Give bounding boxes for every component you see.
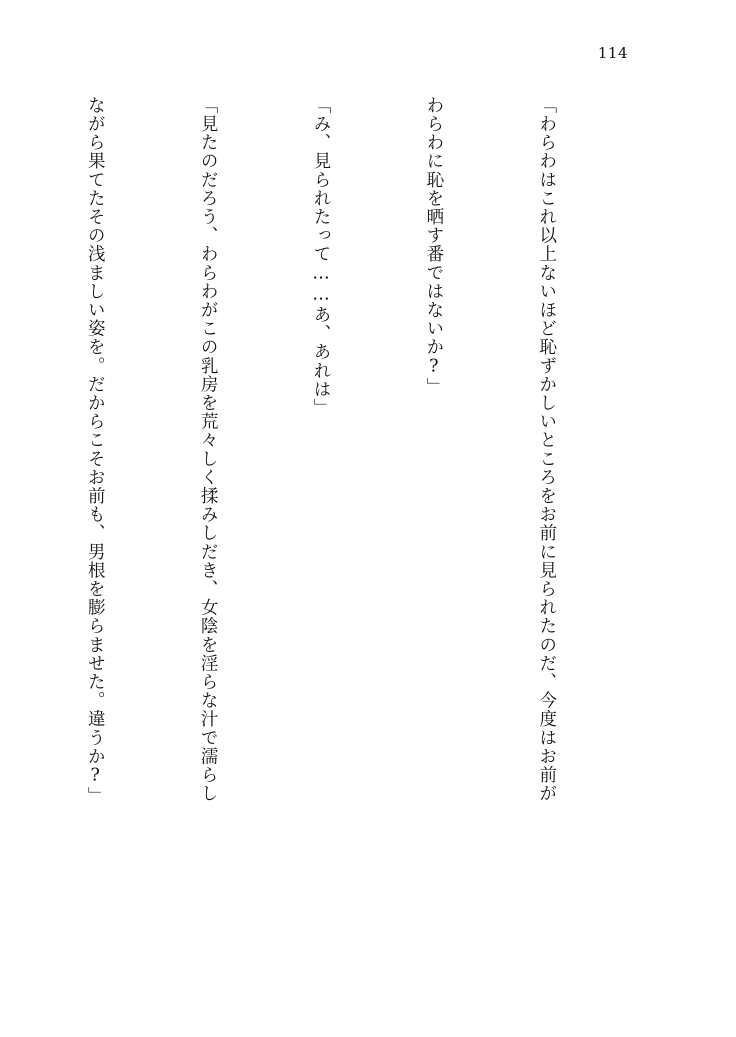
paragraph: ながら果てたその浅ましい姿を。だからこそお前も、男根を膨らませた。違うか?」 [85, 96, 106, 806]
paragraph: わらわに恥を晒す番ではないか?」 [423, 96, 444, 397]
paragraph: 「わらわはこれ以上ないほど恥ずかしいところをお前に見られたのだ、今度はお前が [536, 96, 557, 803]
page-body-text [85, 96, 640, 956]
page-number: 114 [597, 44, 628, 62]
paragraph: 「み、見られたって……あ、あれは」 [311, 96, 331, 418]
paragraph: 「見たのだろう、わらわがこの乳房を荒々しく揉みしだき、女陰を淫らな汁で濡らし [198, 96, 219, 803]
